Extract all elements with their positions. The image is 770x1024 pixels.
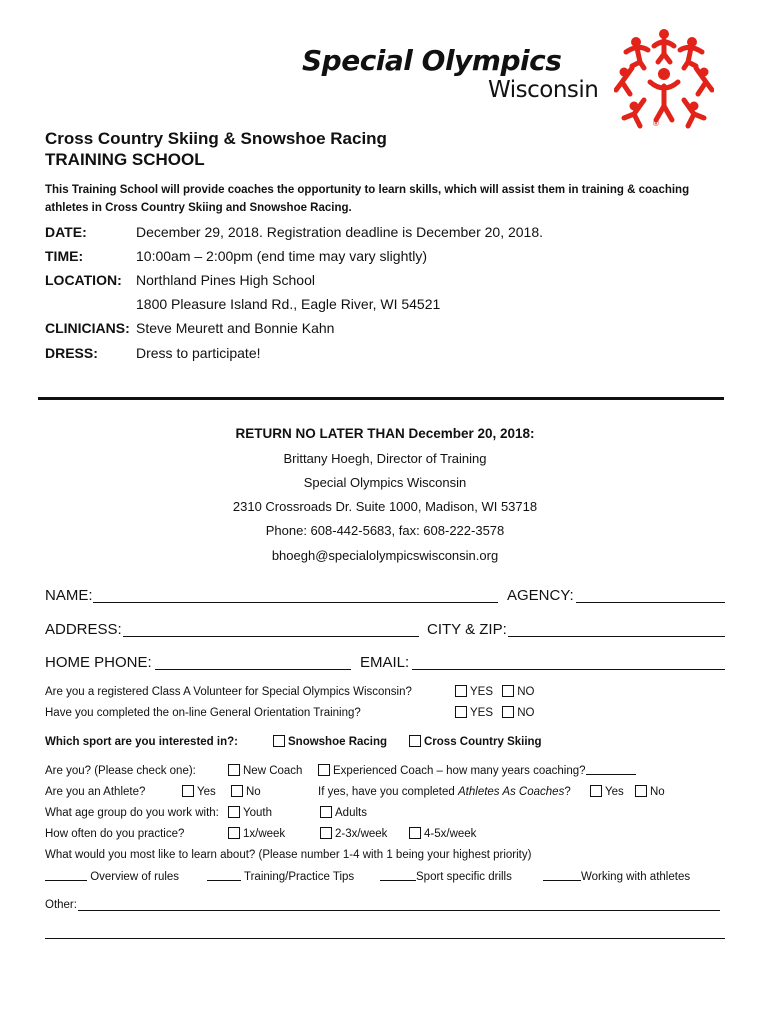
city-zip-label: CITY & ZIP: [427,621,507,638]
email-label: EMAIL: [360,654,410,671]
agency-input[interactable] [576,602,725,603]
title-line-2: TRAINING SCHOOL [45,150,205,169]
dress-label: DRESS: [45,345,98,361]
home-phone-input[interactable] [155,669,351,670]
adults-label: Adults [335,807,367,819]
name-label: NAME: [45,587,93,604]
overview-rules-rank-input[interactable] [45,870,87,881]
time-value: 10:00am – 2:00pm (end time may vary slightly) [136,248,428,264]
address-input[interactable] [123,636,419,637]
training-tips-label: Training/Practice Tips [244,871,355,883]
sport-drills-rank-input[interactable] [380,870,416,881]
home-phone-label: HOME PHONE: [45,654,152,671]
athlete-yes-label: Yes [197,786,216,798]
address-label: ADDRESS: [45,621,122,638]
two-three-week-label: 2-3x/week [335,828,388,840]
learn-question: What would you most like to learn about? (Please number 1-4 with 1 being your highest priority) [45,849,532,861]
orientation-no-label: NO [517,707,535,719]
experienced-coach-label: Experienced Coach – how many years coaching? [333,765,586,777]
years-coaching-input[interactable] [586,764,636,775]
snowshoe-label: Snowshoe Racing [288,736,388,748]
snowshoe-checkbox[interactable] [273,735,285,747]
youth-checkbox[interactable] [228,806,240,818]
athlete-no-checkbox[interactable] [231,785,243,797]
orientation-yes-label: YES [470,707,494,719]
other-input[interactable] [78,910,720,911]
section-divider [38,397,724,400]
title-line-1: Cross Country Skiing & Snowshoe Racing [45,129,387,148]
overview-rules-label: Overview of rules [90,871,180,883]
return-email: bhoegh@specialolympicswisconsin.org [271,548,499,563]
agency-label: AGENCY: [507,587,574,604]
four-five-week-label: 4-5x/week [424,828,477,840]
aac-question: If yes, have you completed Athletes As Coaches? [318,786,571,798]
location-label: LOCATION: [45,272,122,288]
city-zip-input[interactable] [508,636,725,637]
experienced-coach-checkbox[interactable] [318,764,330,776]
athlete-no-label: No [245,786,261,798]
dress-value: Dress to participate! [136,345,261,361]
working-athletes-label: Working with athletes [581,871,691,883]
other-input-line-2[interactable] [45,938,725,939]
intro-line-1: This Training School will provide coaches the opportunity to learn skills, which will assist them in training & coaching [45,184,690,196]
logo-name: Special Olympics [302,44,562,77]
return-org: Special Olympics Wisconsin [303,475,467,490]
cross-country-checkbox[interactable] [409,735,421,747]
aac-yes-checkbox[interactable] [590,785,602,797]
athlete-question: Are you an Athlete? [45,786,146,798]
role-question: Are you? (Please check one): [45,765,196,777]
location-value: Northland Pines High School [136,272,315,288]
aac-no-checkbox[interactable] [635,785,647,797]
return-heading: RETURN NO LATER THAN December 20, 2018: [235,426,535,441]
once-week-checkbox[interactable] [228,827,240,839]
training-tips-rank-input[interactable] [207,870,241,881]
once-week-label: 1x/week [243,828,286,840]
practice-question: How often do you practice? [45,828,185,840]
registered-mark: ® [653,119,659,128]
clinicians-value: Steve Meurett and Bonnie Kahn [136,320,335,336]
sport-drills-label: Sport specific drills [416,871,512,883]
youth-label: Youth [243,807,272,819]
orientation-yes-checkbox[interactable] [455,706,467,718]
aac-yes-label: Yes [605,786,624,798]
athlete-yes-checkbox[interactable] [182,785,194,797]
class-a-yes-checkbox[interactable] [455,685,467,697]
new-coach-checkbox[interactable] [228,764,240,776]
two-three-week-checkbox[interactable] [320,827,332,839]
logo-subtitle: Wisconsin [488,77,599,103]
intro-line-2: athletes in Cross Country Skiing and Snowshoe Racing. [45,202,352,214]
other-label: Other: [45,899,77,911]
name-input[interactable] [93,602,498,603]
orientation-question: Have you completed the on-line General Orientation Training? [45,707,361,719]
return-phone: Phone: 608-442-5683, fax: 608-222-3578 [265,523,505,538]
class-a-no-label: NO [517,686,535,698]
special-olympics-emblem-icon [614,24,714,136]
adults-checkbox[interactable] [320,806,332,818]
class-a-question: Are you a registered Class A Volunteer for Special Olympics Wisconsin? [45,686,412,698]
email-input[interactable] [412,669,725,670]
sport-question: Which sport are you interested in?: [45,736,238,748]
four-five-week-checkbox[interactable] [409,827,421,839]
cross-country-label: Cross Country Skiing [424,736,542,748]
date-label: DATE: [45,224,87,240]
time-label: TIME: [45,248,84,264]
return-contact-name: Brittany Hoegh, Director of Training [283,451,487,466]
location-address: 1800 Pleasure Island Rd., Eagle River, WI 54521 [136,296,441,312]
orientation-no-checkbox[interactable] [502,706,514,718]
age-question: What age group do you work with: [45,807,219,819]
return-address: 2310 Crossroads Dr. Suite 1000, Madison, WI 53718 [232,499,538,514]
new-coach-label: New Coach [243,765,303,777]
aac-no-label: No [649,786,665,798]
class-a-yes-label: YES [470,686,494,698]
clinicians-label: CLINICIANS: [45,320,130,336]
working-athletes-rank-input[interactable] [543,870,581,881]
date-value: December 29, 2018. Registration deadline is December 20, 2018. [136,224,544,240]
class-a-no-checkbox[interactable] [502,685,514,697]
